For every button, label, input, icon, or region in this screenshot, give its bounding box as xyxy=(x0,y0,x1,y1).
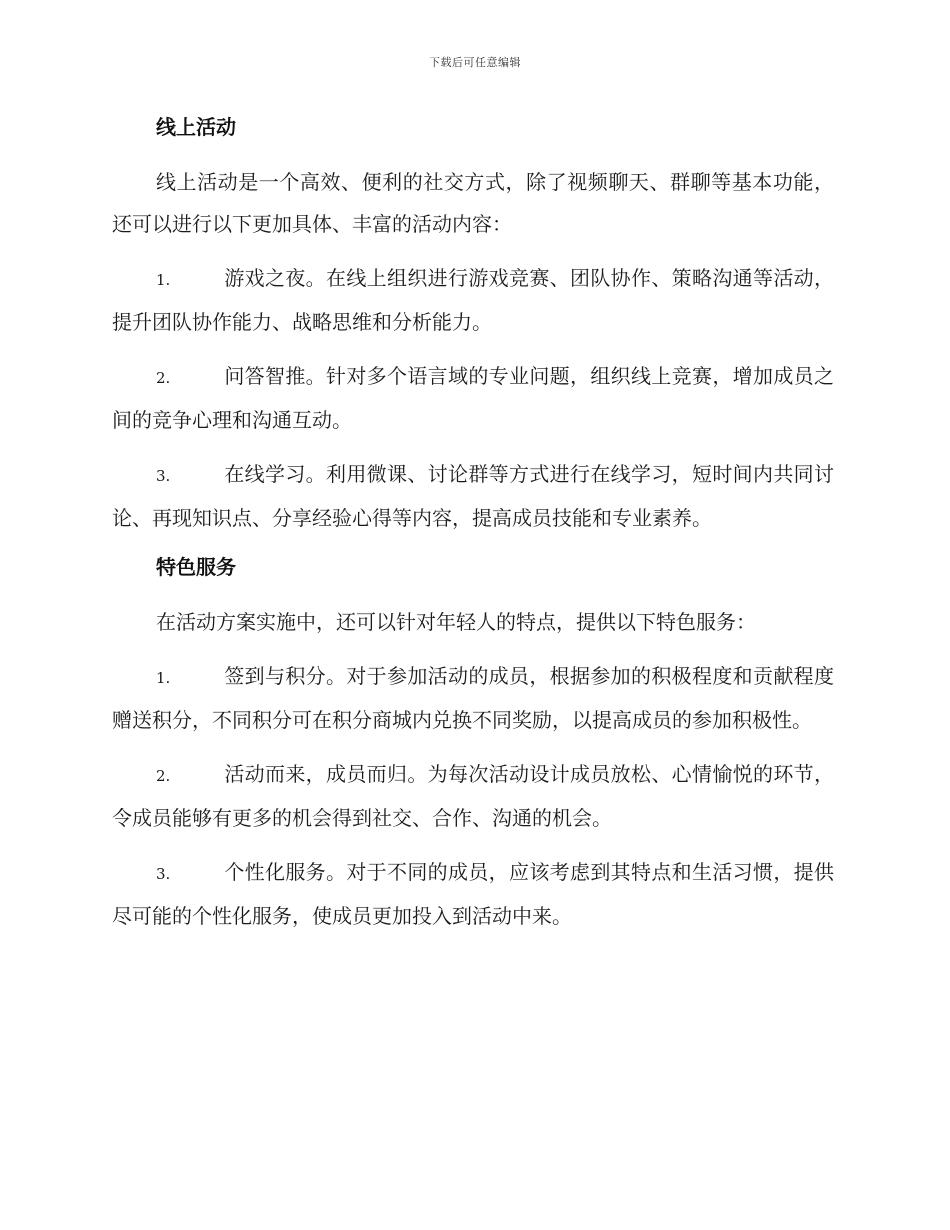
section-special-services xyxy=(112,551,834,937)
list-item-text: 问答智推。针对多个语言域的专业问题，组织线上竞赛，增加成员之间的竞争心理和沟通互动。 xyxy=(112,364,834,432)
list-item-text: 游戏之夜。在线上组织进行游戏竞赛、团队协作、策略沟通等活动，提升团队协作能力、战略思维和分析能力。 xyxy=(112,266,834,334)
section-intro: 在活动方案实施中，还可以针对年轻人的特点，提供以下特色服务： xyxy=(156,610,756,634)
list-item xyxy=(112,655,834,741)
section-heading: 线上活动 xyxy=(156,115,236,139)
section-online-activities xyxy=(112,111,834,539)
list-item-number: 2. xyxy=(156,767,171,785)
list-item-number: 2. xyxy=(156,369,171,387)
list-item xyxy=(112,453,834,539)
list-item-number: 3. xyxy=(156,467,171,485)
list-item-number: 1. xyxy=(156,271,171,289)
list-item xyxy=(112,753,834,839)
section-intro: 线上活动是一个高效、便利的社交方式，除了视频聊天、群聊等基本功能，还可以进行以下更加具体、丰富的活动内容： xyxy=(112,170,834,236)
list-item-text: 个性化服务。对于不同的成员，应该考虑到其特点和生活习惯，提供尽可能的个性化服务，使成员更加投入到活动中来。 xyxy=(112,860,834,928)
list-item xyxy=(112,257,834,343)
list-item-text: 签到与积分。对于参加活动的成员，根据参加的积极程度和贡献程度赠送积分，不同积分可在积分商城内兑换不同奖励，以提高成员的参加积极性。 xyxy=(112,664,834,732)
list-item-number: 3. xyxy=(156,865,171,883)
list-item xyxy=(112,851,834,937)
list-item-text: 活动而来，成员而归。为每次活动设计成员放松、心情愉悦的环节，令成员能够有更多的机会得到社交、合作、沟通的机会。 xyxy=(112,762,834,830)
page-header: 下载后可任意编辑 xyxy=(429,56,521,69)
list-item-text: 在线学习。利用微课、讨论群等方式进行在线学习，短时间内共同讨论、再现知识点、分享经验心得等内容，提高成员技能和专业素养。 xyxy=(112,462,834,530)
list-item-number: 1. xyxy=(156,669,171,687)
list-item xyxy=(112,355,834,441)
document-body xyxy=(112,111,834,949)
section-heading: 特色服务 xyxy=(156,555,236,579)
